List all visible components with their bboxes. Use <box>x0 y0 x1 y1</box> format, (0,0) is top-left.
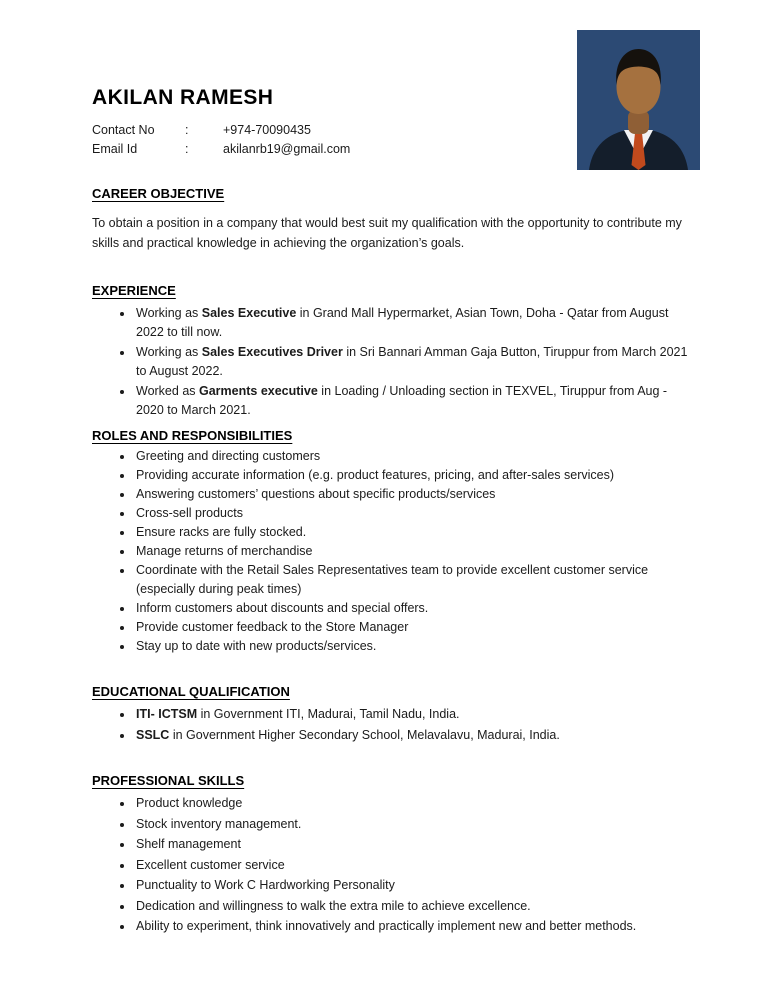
section-heading-roles: ROLES AND RESPONSIBILITIES <box>92 428 293 443</box>
education-item <box>134 726 688 745</box>
list-item: • Greeting and directing customers <box>134 447 688 466</box>
roles-list <box>118 447 688 655</box>
experience-item-detail: in Sri Bannari Amman Gaja Button, Tiruppur from March 2021 to August 2022. <box>136 345 688 378</box>
skills-list <box>118 794 688 936</box>
experience-item-role: Sales Executive <box>201 306 297 320</box>
list-item: • Ensure racks are fully stocked. <box>134 523 688 542</box>
experience-list <box>118 304 688 419</box>
experience-item-detail: in Grand Mall Hypermarket, Asian Town, Doha - Qatar from August 2022 to till now. <box>136 306 669 339</box>
experience-item <box>134 304 688 341</box>
experience-item-text: Working as <box>136 306 202 320</box>
list-item: • Punctuality to Work C Hardworking Personality <box>134 876 688 895</box>
list-item: • Product knowledge <box>134 794 688 813</box>
experience-item-role: Sales Executives Driver <box>201 345 343 359</box>
experience-item-role: Garments executive <box>199 384 318 398</box>
portrait-photo-icon <box>577 30 700 170</box>
list-item: • Shelf management <box>134 835 688 854</box>
list-item: • Providing accurate information (e.g. product features, pricing, and after-sales services) <box>134 466 688 485</box>
section-heading-career-objective: CAREER OBJECTIVE <box>92 186 225 201</box>
list-item: • Cross-sell products <box>134 504 688 523</box>
contact-label: Contact No <box>92 123 155 137</box>
list-item: • Coordinate with the Retail Sales Representatives team to provide excellent customer service (especially during peak times) <box>134 561 688 598</box>
career-objective-text: To obtain a position in a company that would best suit my qualification with the opportunity to contribute my skills and practical knowledge in achieving the organization’s goals. <box>92 216 682 250</box>
education-item-degree: ITI- ICTSM <box>136 707 198 721</box>
section-heading-experience: EXPERIENCE <box>92 283 176 298</box>
experience-item-text: Working as <box>136 345 202 359</box>
section-heading-skills: PROFESSIONAL SKILLS <box>92 773 245 788</box>
list-item: • Provide customer feedback to the Store Manager <box>134 618 688 637</box>
section-heading-education: EDUCATIONAL QUALIFICATION <box>92 684 290 699</box>
experience-item <box>134 343 688 380</box>
profile-photo <box>577 30 700 170</box>
education-item-detail: in Government ITI, Madurai, Tamil Nadu, India. <box>197 707 460 721</box>
education-item-degree: SSLC <box>136 727 170 742</box>
email-label: Email Id <box>92 142 138 156</box>
experience-item <box>134 382 688 419</box>
email-value: akilanrb19@gmail.com <box>223 142 351 156</box>
contact-value: +974-70090435 <box>223 123 311 137</box>
experience-item-detail: in Loading / Unloading section in TEXVEL, Tiruppur from Aug - 2020 to March 2021. <box>136 384 668 417</box>
list-item: • Excellent customer service <box>134 856 688 875</box>
education-list <box>118 705 688 744</box>
list-item: • Inform customers about discounts and special offers. <box>134 599 688 618</box>
list-item: • Dedication and willingness to walk the extra mile to achieve excellence. <box>134 897 688 916</box>
experience-item-text: Worked as <box>136 384 199 398</box>
list-item: • Answering customers’ questions about specific products/services <box>134 485 688 504</box>
education-item <box>134 705 688 724</box>
education-item-detail: in Government Higher Secondary School, Melavalavu, Madurai, India. <box>169 727 560 742</box>
list-item: • Ability to experiment, think innovatively and practically implement new and better methods. <box>134 917 688 936</box>
list-item: • Stay up to date with new products/services. <box>134 637 688 656</box>
page-title: AKILAN RAMESH <box>92 86 274 109</box>
contact-colon: : <box>185 123 189 137</box>
list-item: • Manage returns of merchandise <box>134 542 688 561</box>
email-colon: : <box>185 142 189 156</box>
list-item: • Stock inventory management. <box>134 815 688 834</box>
